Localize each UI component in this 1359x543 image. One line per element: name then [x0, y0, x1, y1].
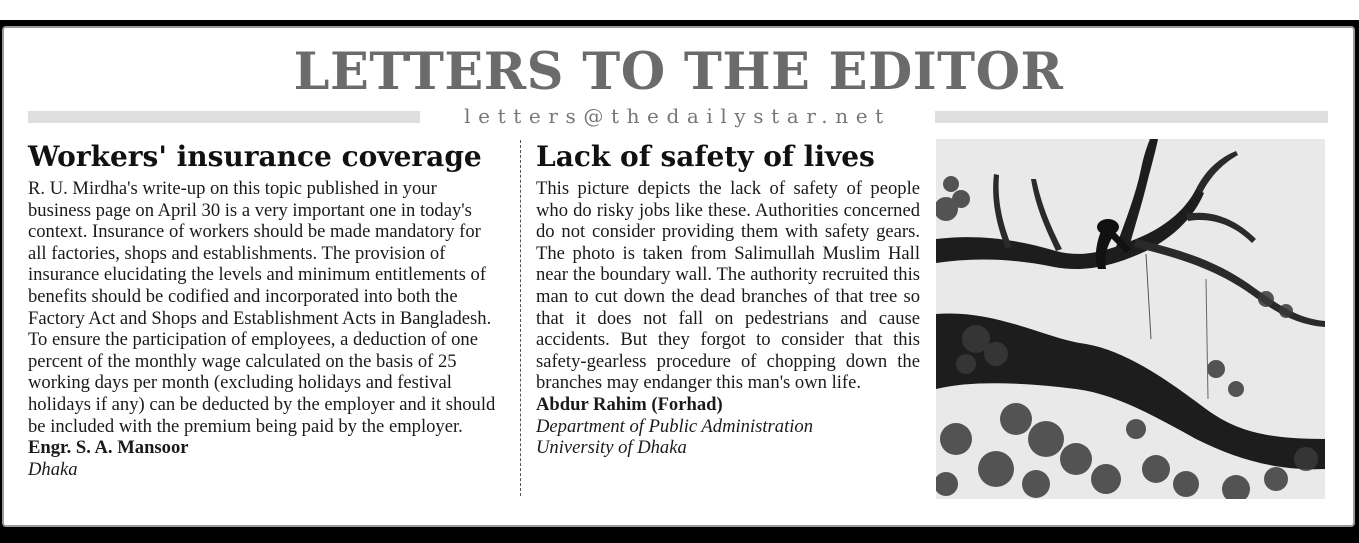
letter-body: R. U. Mirdha's write-up on this topic published in your business page on April 30 is a very important one in today's context. Insurance of workers should be made mandatory for all factories, shops and establishments. The provision of insurance elucidating the levels and minimum entitlements of benefits should be codified and incorporated into both the Factory Act and Shops and Establishment Acts in Bangladesh. To ensure the participation of employees, a deduction of one percent of the monthly wage calculated on the basis of 25 working days per month (excluding holidays and festival holidays if any) can be deducted by the employer and it should be included with the premium being paid by the employer.: [28, 178, 496, 437]
letter-safety-of-lives: [536, 138, 920, 459]
letter-headline: Workers' insurance coverage: [28, 140, 482, 173]
newspaper-section: [2, 26, 1355, 527]
column-divider: [520, 140, 521, 496]
letter-department: Department of Public Administration: [536, 415, 813, 437]
letter-headline: Lack of safety of lives: [536, 140, 875, 173]
letter-signer: Engr. S. A. Mansoor: [28, 437, 189, 459]
masthead-rule-left: [28, 111, 420, 123]
letter-body: This picture depicts the lack of safety of people who do risky jobs like these. Authorities concerned do not consider providing them with safety gears. The photo is taken from Salimullah Muslim Hall near the boundary wall. The authority recruited this man to cut down the dead branches of that tree so that it does not fall on pedestrians and cause accidents. But they forgot to consider that this safety-gearless procedure of chopping down the branches may endanger this man's own life.: [536, 178, 920, 394]
editor-email: letters@thedailystar.net: [464, 104, 891, 128]
letter-location: Dhaka: [28, 458, 78, 480]
section-title: LETTERS TO THE EDITOR: [293, 42, 1064, 102]
letter-workers-insurance: [28, 138, 504, 480]
masthead-rule-right: [935, 111, 1328, 123]
letter-university: University of Dhaka: [536, 437, 687, 459]
letter-signer: Abdur Rahim (Forhad): [536, 393, 723, 415]
tree-silhouette-image: [936, 139, 1325, 499]
tree-cutting-photo: [936, 139, 1325, 499]
